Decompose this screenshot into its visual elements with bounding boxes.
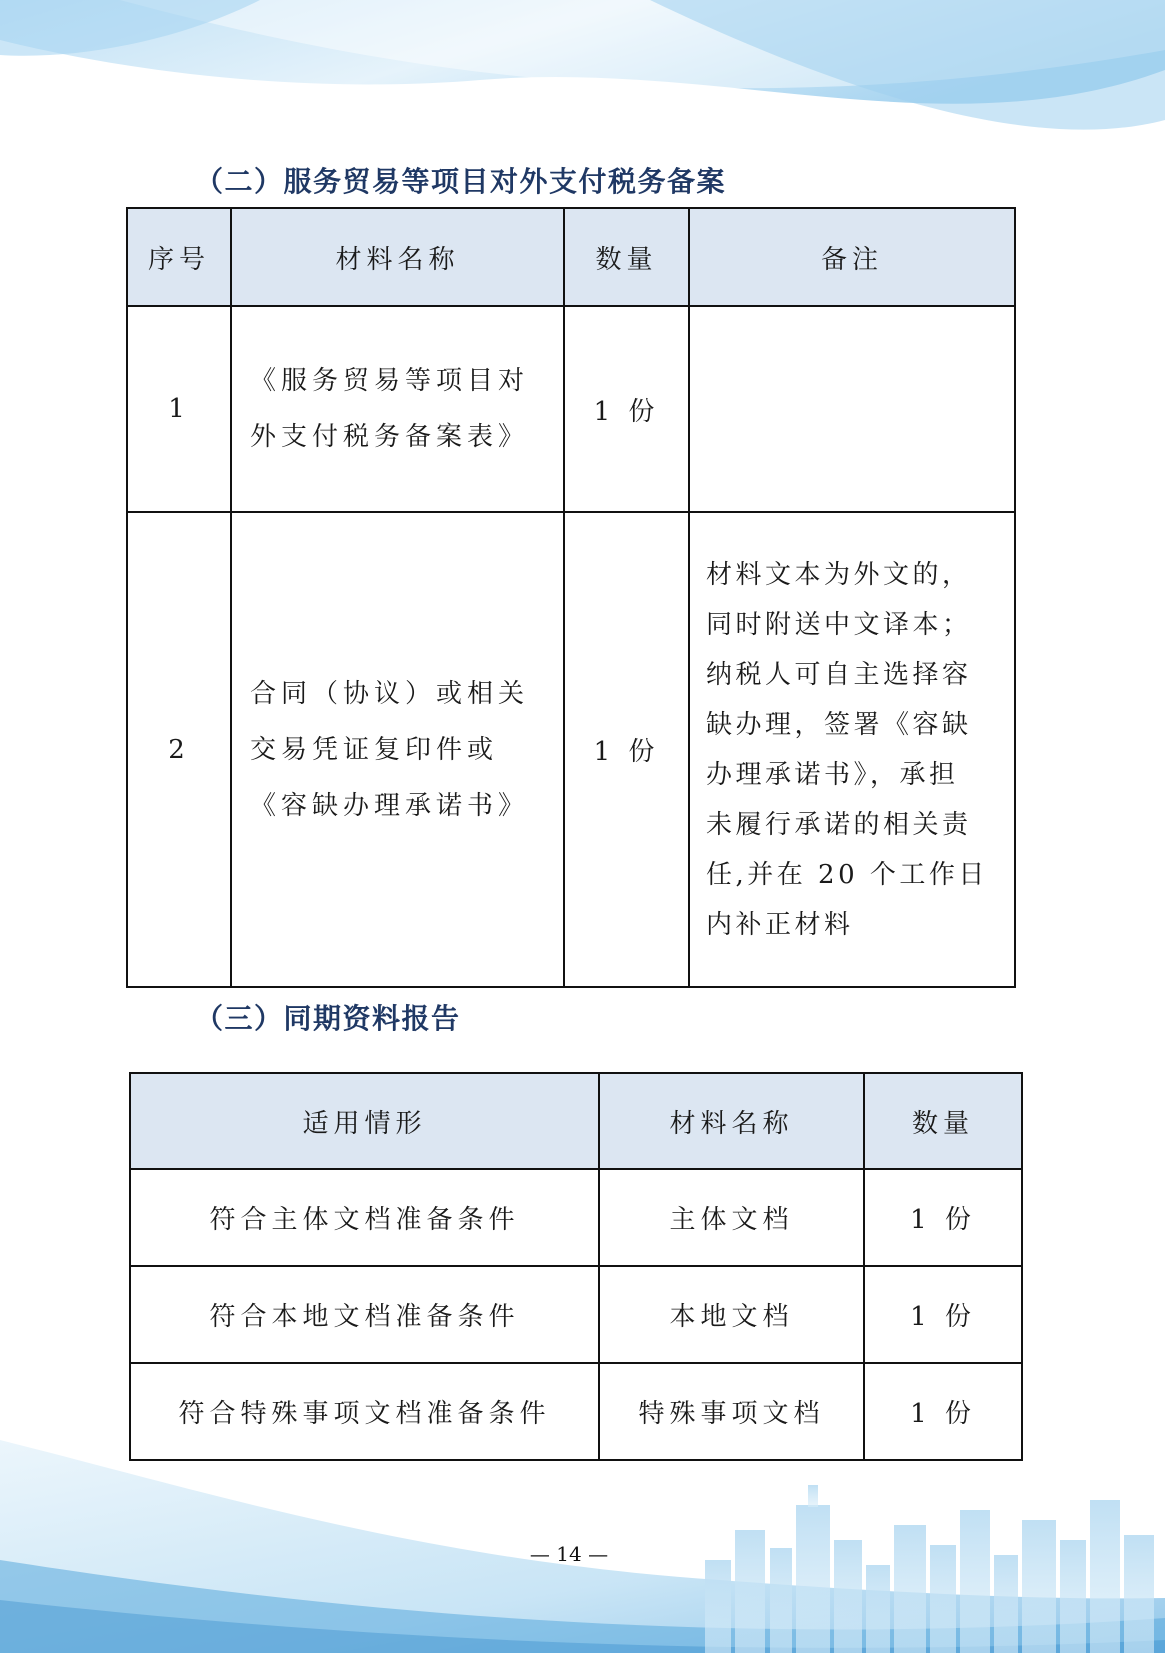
table-row <box>130 1169 1022 1266</box>
table-header-row <box>127 208 1015 306</box>
row-material-name <box>231 512 564 987</box>
section-heading-3: （三）同期资料报告 <box>195 1002 461 1035</box>
material-line: 《容缺办理承诺书》 <box>250 790 530 821</box>
row-material-name: 主体文档 <box>599 1169 864 1266</box>
table-row <box>130 1363 1022 1460</box>
filing-materials-table <box>126 207 1016 988</box>
table-row <box>127 306 1015 512</box>
header-remarks: 备注 <box>689 208 1015 306</box>
row-quantity: 1 份 <box>864 1169 1022 1266</box>
remark-line: 任,并在 20 个工作日 <box>706 859 988 890</box>
remark-line: 未履行承诺的相关责 <box>706 809 972 840</box>
remark-line: 缺办理，签署《容缺 <box>706 709 972 740</box>
row-quantity: 1 份 <box>564 306 689 512</box>
table-row <box>127 512 1015 987</box>
page-number: — 14 — <box>529 1542 609 1566</box>
row-quantity: 1 份 <box>864 1363 1022 1460</box>
remark-line: 内补正材料 <box>706 909 854 940</box>
row-material-name: 特殊事项文档 <box>599 1363 864 1460</box>
header-quantity: 数量 <box>864 1073 1022 1169</box>
material-line: 《服务贸易等项目对 <box>250 366 530 396</box>
remark-line: 纳税人可自主选择容 <box>706 659 972 690</box>
row-situation: 符合本地文档准备条件 <box>130 1266 599 1363</box>
row-quantity: 1 份 <box>864 1266 1022 1363</box>
material-line: 合同（协议）或相关 <box>250 678 530 709</box>
table-row <box>130 1266 1022 1363</box>
row-material-name <box>231 306 564 512</box>
top-wave-decoration <box>0 0 1165 130</box>
row-remarks <box>689 306 1015 512</box>
table-header-row <box>130 1073 1022 1169</box>
row-situation: 符合主体文档准备条件 <box>130 1169 599 1266</box>
header-applicable-situation: 适用情形 <box>130 1073 599 1169</box>
header-quantity: 数量 <box>564 208 689 306</box>
material-line: 外支付税务备案表》 <box>250 422 530 452</box>
header-index: 序号 <box>127 208 231 306</box>
row-index: 2 <box>127 512 231 987</box>
row-index: 1 <box>127 306 231 512</box>
row-situation: 符合特殊事项文档准备条件 <box>130 1363 599 1460</box>
material-line: 交易凭证复印件或 <box>250 734 499 765</box>
contemporaneous-documentation-table <box>129 1072 1023 1461</box>
remark-line: 材料文本为外文的， <box>706 559 972 590</box>
row-material-name: 本地文档 <box>599 1266 864 1363</box>
section-heading-2: （二）服务贸易等项目对外支付税务备案 <box>195 165 727 198</box>
remark-line: 办理承诺书》，承担 <box>706 759 959 790</box>
row-remarks <box>689 512 1015 987</box>
remark-line: 同时附送中文译本； <box>706 609 972 640</box>
header-material-name: 材料名称 <box>599 1073 864 1169</box>
row-quantity: 1 份 <box>564 512 689 987</box>
header-material-name: 材料名称 <box>231 208 564 306</box>
